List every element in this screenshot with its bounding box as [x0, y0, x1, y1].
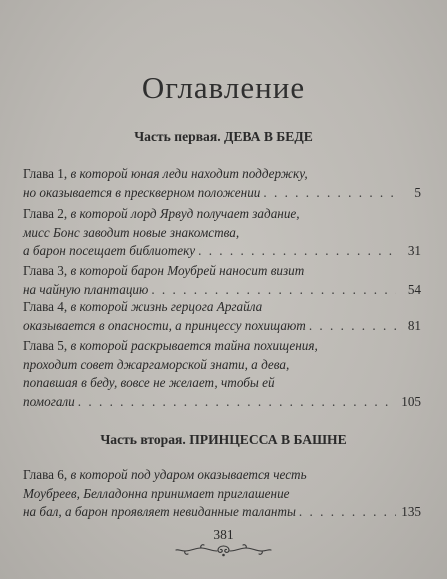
chapter-description: но оказывается в прескверном положении: [23, 184, 261, 200]
chapter-label: Глава 4,: [23, 299, 68, 314]
page-ref: 31: [407, 243, 421, 259]
part-two-heading: Часть вторая. ПРИНЦЕССА В БАШНЕ: [100, 432, 347, 447]
chapter-description: а барон посещает библиотеку: [23, 243, 196, 259]
dot-leader: [299, 503, 396, 522]
dot-leader: [151, 281, 396, 300]
dot-leader: [198, 242, 396, 261]
page-ref: 54: [407, 281, 421, 297]
chapter-label: Глава 2,: [23, 206, 68, 221]
page-ref: 81: [407, 317, 421, 333]
chapter-description: в которой раскрывается тайна похищения,: [70, 338, 318, 353]
toc-entry-chapter-3[interactable]: [23, 262, 421, 299]
chapter-description: в которой жизнь герцога Аргайла: [70, 299, 263, 314]
chapter-description: помогали: [23, 393, 75, 409]
chapter-label: Глава 3,: [23, 263, 68, 278]
chapter-description: в которой под ударом оказывается честь: [70, 467, 307, 482]
page-ref: 105: [401, 393, 421, 409]
chapter-description: в которой барон Моубрей наносит визит: [70, 263, 305, 278]
page-ref: 5: [414, 184, 421, 200]
chapter-description: на бал, а барон проявляет невиданные таланты: [23, 504, 296, 520]
toc-entry-chapter-2[interactable]: [23, 205, 421, 261]
chapter-label: Глава 5,: [23, 338, 68, 353]
chapter-description: мисс Бонс заводит новые знакомства,: [23, 224, 240, 240]
chapter-description: на чайную плантацию: [23, 281, 149, 297]
chapter-description: Моубреев, Белладонна принимает приглашение: [23, 485, 290, 501]
toc-entry-chapter-4[interactable]: [23, 298, 421, 335]
scroll-ornament-icon: [173, 542, 274, 558]
dot-leader: [309, 317, 396, 336]
chapter-description: оказывается в опасности, а принцессу похищают: [23, 317, 306, 333]
chapter-description: проходит совет джаргаморской знати, а дева,: [23, 356, 290, 372]
dot-leader: [78, 393, 396, 412]
chapter-label: Глава 1,: [23, 166, 68, 181]
page-number: 381: [213, 527, 234, 542]
toc-entry-chapter-6[interactable]: [23, 466, 421, 522]
chapter-description: в которой юная леди находит поддержку,: [70, 166, 308, 181]
part-one-heading: Часть первая. ДЕВА В БЕДЕ: [134, 129, 313, 144]
chapter-description: попавшая в беду, вовсе не желает, чтобы ей: [23, 375, 275, 391]
chapter-label: Глава 6,: [23, 467, 68, 482]
dot-leader: [263, 184, 396, 203]
page-ref: 135: [401, 504, 421, 520]
page-title: Оглавление: [141, 70, 306, 105]
toc-entry-chapter-1[interactable]: [23, 165, 421, 202]
chapter-description: в которой лорд Ярвуд получает задание,: [70, 206, 300, 221]
toc-entry-chapter-5[interactable]: [23, 337, 421, 411]
